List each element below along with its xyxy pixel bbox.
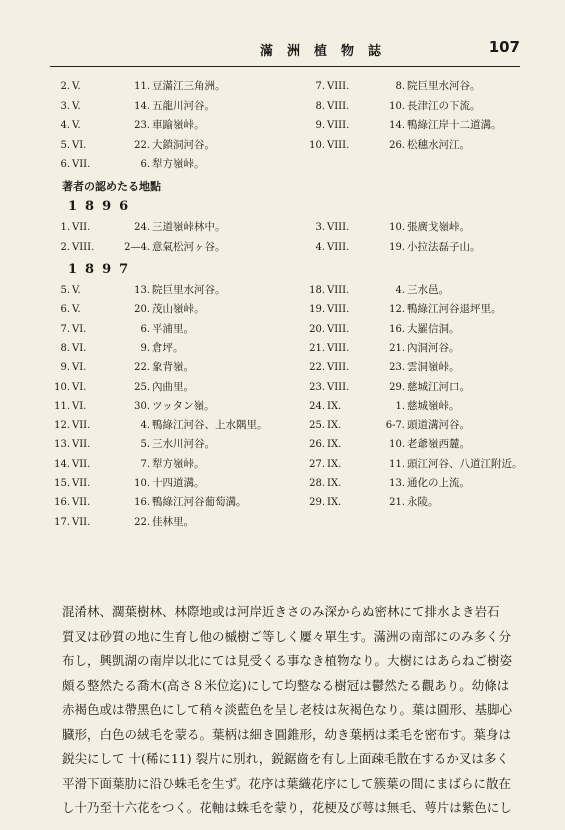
record-month: VI. <box>72 139 87 151</box>
record-month: IX. <box>327 497 342 509</box>
record-number: 15. <box>54 478 70 489</box>
record-number: 9. <box>60 362 70 374</box>
record-date: 6. <box>140 323 150 335</box>
record-date: 29. <box>389 381 405 393</box>
record-month: VII. <box>72 420 91 432</box>
page-number: 107 <box>488 38 520 56</box>
record-row <box>305 496 535 510</box>
record-row <box>305 303 535 317</box>
record-locality: 院巨里水河谷。 <box>407 80 481 92</box>
record-month: VIII. <box>327 139 350 151</box>
record-number: 22. <box>309 362 325 374</box>
record-locality: 老爺嶺西麓。 <box>407 438 470 451</box>
record-date: 5. <box>140 439 150 451</box>
record-month: IX. <box>327 400 342 412</box>
record-row <box>50 496 280 510</box>
record-date: 10. <box>389 222 405 233</box>
record-row <box>305 284 535 298</box>
record-locality: 慈城江河口。 <box>407 380 470 393</box>
record-date: 23. <box>134 120 150 131</box>
record-month: VII. <box>72 478 91 489</box>
record-month: V. <box>72 81 81 92</box>
record-date: 22. <box>134 362 150 374</box>
record-number: 2. <box>60 241 70 253</box>
record-row <box>305 100 535 114</box>
record-row <box>305 80 535 94</box>
record-date: 13. <box>134 285 150 296</box>
record-month: V. <box>72 120 81 131</box>
description-line: 頗る整然たる喬木(高さ８米位迄)にして均整なる樹冠は鬱然たる觀あり。幼條は <box>62 677 510 693</box>
record-date: 22. <box>134 139 150 151</box>
record-row <box>50 119 280 133</box>
record-month: VII. <box>72 458 91 470</box>
record-number: 12. <box>54 420 70 432</box>
description-line: し十乃至十六花をつく。花軸は蛛毛を蒙り，花梗及び萼は無毛、萼片は紫色にし <box>62 800 512 815</box>
record-locality: 頭道溝河谷。 <box>407 419 470 432</box>
record-locality: 三道嶺峠林中。 <box>152 221 226 233</box>
record-month: VIII. <box>327 222 350 233</box>
record-date: 11. <box>134 81 150 92</box>
record-locality: 車踰嶺峠。 <box>152 119 205 131</box>
record-number: 23. <box>309 381 325 393</box>
record-row <box>305 361 535 375</box>
record-locality: ツッタン嶺。 <box>152 399 215 412</box>
record-locality: 大鎖洞河谷。 <box>152 138 215 151</box>
record-number: 19. <box>309 304 325 316</box>
record-number: 8. <box>60 342 70 354</box>
year-1897: 1897 <box>68 262 137 277</box>
record-number: 26. <box>309 439 325 451</box>
record-number: 6. <box>60 304 70 316</box>
running-header <box>50 36 520 60</box>
record-number: 3. <box>60 100 70 112</box>
description-line: 赤褐色或は帶黑色にして稍々淡藍色を呈し老枝は灰褐色なり。葉は圓形、基脚心 <box>62 702 513 717</box>
record-month: VII. <box>72 497 91 509</box>
record-date: 30. <box>134 400 150 412</box>
record-row <box>50 284 280 298</box>
record-month: IX. <box>327 439 342 451</box>
record-date: 9. <box>140 342 150 354</box>
description-line: 鋭尖にして 十(稀に11) 裂片に別れ，鋭鋸齒を有し上面疎毛散在するか叉は多く <box>62 751 509 766</box>
record-number: 27. <box>309 458 325 470</box>
record-month: VII. <box>72 222 91 233</box>
record-row <box>50 158 280 172</box>
record-number: 4. <box>60 120 70 131</box>
record-number: 3. <box>315 222 325 233</box>
record-row <box>305 438 535 452</box>
record-month: VII. <box>72 439 91 451</box>
record-locality: 三水川河谷。 <box>152 438 215 451</box>
record-locality: 鴨綠江河谷葡萄溝。 <box>152 496 247 509</box>
record-date: 6-7. <box>385 420 405 432</box>
record-date: 22. <box>134 516 150 528</box>
description-line: 臓形，白色の絨毛を蒙る。葉柄は細き圓錐形，幼き葉柄は柔毛を密布す。葉身は <box>62 726 512 742</box>
record-row <box>305 241 535 255</box>
record-row <box>305 381 535 395</box>
record-number: 16. <box>54 497 70 509</box>
record-number: 10. <box>54 381 70 393</box>
record-locality: 張廣戈嶺峠。 <box>407 221 470 233</box>
record-locality: 內洞河谷。 <box>407 341 460 354</box>
record-date: 8. <box>395 81 405 92</box>
record-month: VII. <box>72 159 91 170</box>
record-date: 10. <box>134 478 150 489</box>
record-date: 12. <box>389 304 405 316</box>
record-row <box>50 477 280 491</box>
record-row <box>305 342 535 356</box>
record-month: VI. <box>72 362 87 374</box>
record-number: 7. <box>315 81 325 92</box>
record-row <box>50 361 280 375</box>
record-month: VIII. <box>327 381 350 393</box>
record-number: 5. <box>60 139 70 151</box>
record-row <box>50 139 280 153</box>
record-number: 13. <box>54 439 70 451</box>
record-date: 11. <box>389 458 405 470</box>
record-date: 2—4. <box>124 241 150 253</box>
record-month: VIII. <box>72 241 95 253</box>
record-row <box>50 458 280 472</box>
record-month: VIII. <box>327 241 350 253</box>
record-locality: 院巨里水河谷。 <box>152 284 226 296</box>
record-number: 4. <box>315 241 325 253</box>
record-number: 8. <box>315 100 325 112</box>
record-number: 24. <box>309 400 325 412</box>
record-row <box>305 139 535 153</box>
record-date: 26. <box>389 139 405 151</box>
record-date: 20. <box>134 304 150 316</box>
record-locality: 鴨綠江岸十二道溝。 <box>407 119 502 131</box>
record-date: 14. <box>134 100 150 112</box>
record-row <box>305 119 535 133</box>
record-locality: 鴨綠江河谷退坪里。 <box>407 303 502 316</box>
record-locality: 十四道溝。 <box>152 477 205 489</box>
record-locality: 三水邑。 <box>407 284 449 296</box>
record-locality: 佳林里。 <box>152 515 194 528</box>
record-date: 23. <box>389 362 405 374</box>
record-row <box>50 381 280 395</box>
record-date: 7. <box>140 458 150 470</box>
record-number: 14. <box>54 458 70 470</box>
record-number: 5. <box>60 285 70 296</box>
record-date: 14. <box>389 120 405 131</box>
record-date: 13. <box>389 478 405 489</box>
record-locality: 通化の上流。 <box>407 477 470 489</box>
record-month: V. <box>72 285 81 296</box>
record-locality: 鴨綠江河谷、上水隅里。 <box>152 419 268 432</box>
record-month: VI. <box>72 323 87 335</box>
description-line: 混淆林、濶葉樹林、林際地或は河岸近きさのみ深からぬ密林にて排水よき岩石 <box>62 604 500 619</box>
record-row <box>50 342 280 356</box>
record-row <box>305 323 535 337</box>
record-row <box>305 400 535 414</box>
record-locality: 茂山嶺峠。 <box>152 303 205 316</box>
description-text <box>62 600 522 821</box>
record-month: VIII. <box>327 304 350 316</box>
record-date: 10. <box>389 100 405 112</box>
record-locality: 象背嶺。 <box>152 361 194 374</box>
record-month: VI. <box>72 381 87 393</box>
record-number: 11. <box>54 400 70 412</box>
record-number: 25. <box>309 420 325 432</box>
record-date: 1. <box>395 400 405 412</box>
record-date: 4. <box>140 420 150 432</box>
record-number: 21. <box>309 342 325 354</box>
record-number: 9. <box>315 120 325 131</box>
year-1896: 1896 <box>68 199 137 214</box>
record-locality: 雲洞嶺峠。 <box>407 361 460 374</box>
record-row <box>50 241 280 255</box>
record-locality: 五龍川河谷。 <box>152 99 215 112</box>
record-row <box>50 419 280 433</box>
record-locality: 平浦里。 <box>152 322 194 335</box>
record-month: VIII. <box>327 100 350 112</box>
record-locality: 大羅信洞。 <box>407 322 460 335</box>
record-number: 18. <box>309 285 325 296</box>
record-row <box>50 516 280 530</box>
record-row <box>305 419 535 433</box>
record-number: 29. <box>309 497 325 509</box>
record-month: VI. <box>72 342 87 354</box>
record-locality: 永陵。 <box>407 496 439 509</box>
record-date: 16. <box>134 497 150 509</box>
record-locality: 豆滿江三角洲。 <box>152 80 226 92</box>
record-row <box>50 80 280 94</box>
record-month: VIII. <box>327 323 350 335</box>
record-date: 25. <box>134 381 150 393</box>
record-date: 21. <box>389 497 405 509</box>
record-month: IX. <box>327 458 342 470</box>
record-date: 19. <box>389 241 405 253</box>
header-rule <box>50 66 520 67</box>
record-row <box>305 221 535 235</box>
record-locality: 內曲里。 <box>152 380 194 393</box>
description-line: 質叉は砂質の地に生育し他の槭樹ご等しく屢々單生す。滿洲の南部にのみ多く分 <box>62 628 512 644</box>
record-locality: 頭江河谷、八道江附近。 <box>407 457 523 470</box>
record-month: IX. <box>327 420 342 432</box>
record-month: V. <box>72 304 81 316</box>
record-month: VIII. <box>327 285 350 296</box>
record-row <box>50 221 280 235</box>
record-locality: 犁方嶺峠。 <box>152 457 205 470</box>
record-month: VIII. <box>327 342 350 354</box>
record-month: VI. <box>72 400 87 412</box>
record-month: IX. <box>327 478 342 489</box>
record-month: VIII. <box>327 81 350 92</box>
record-date: 4. <box>395 285 405 296</box>
record-date: 16. <box>389 323 405 335</box>
record-date: 21. <box>389 342 405 354</box>
record-locality: 松穗水河江。 <box>407 138 470 151</box>
record-number: 20. <box>309 323 325 335</box>
record-number: 17. <box>54 516 70 528</box>
record-locality: 倉坪。 <box>152 341 184 354</box>
record-number: 1. <box>60 222 70 233</box>
section-heading: 著者の認めたる地點 <box>62 180 161 193</box>
record-number: 10. <box>309 139 325 151</box>
record-locality: 意氣松河ヶ谷。 <box>152 240 226 253</box>
record-number: 6. <box>60 159 70 170</box>
record-locality: 犁方嶺峠。 <box>152 158 205 170</box>
record-locality: 慈城嶺峠。 <box>407 399 460 412</box>
record-row <box>305 458 535 472</box>
record-row <box>50 323 280 337</box>
description-line: 布し，興凱湖の南岸以北にては見受くる事なき植物なり。大樹にはあらねご樹姿 <box>62 653 513 668</box>
record-number: 2. <box>60 81 70 92</box>
record-number: 7. <box>60 323 70 335</box>
record-row <box>50 303 280 317</box>
record-month: VIII. <box>327 362 350 374</box>
running-title: 滿洲植物誌 <box>260 44 396 59</box>
record-locality: 長津江の下流。 <box>407 99 481 112</box>
record-date: 10. <box>389 439 405 451</box>
record-locality: 小拉法磊子山。 <box>407 240 481 253</box>
record-month: VIII. <box>327 120 350 131</box>
description-line: 平滑下面葉肋に沿ひ蛛毛を生ず。花序は葉織花序にして簇葉の間にまばらに散在 <box>62 775 512 791</box>
record-row <box>50 438 280 452</box>
record-number: 28. <box>309 478 325 489</box>
record-month: V. <box>72 100 81 112</box>
record-row <box>50 100 280 114</box>
record-row <box>305 477 535 491</box>
record-date: 6. <box>140 159 150 170</box>
record-date: 24. <box>134 222 150 233</box>
record-row <box>50 400 280 414</box>
record-month: VII. <box>72 516 91 528</box>
